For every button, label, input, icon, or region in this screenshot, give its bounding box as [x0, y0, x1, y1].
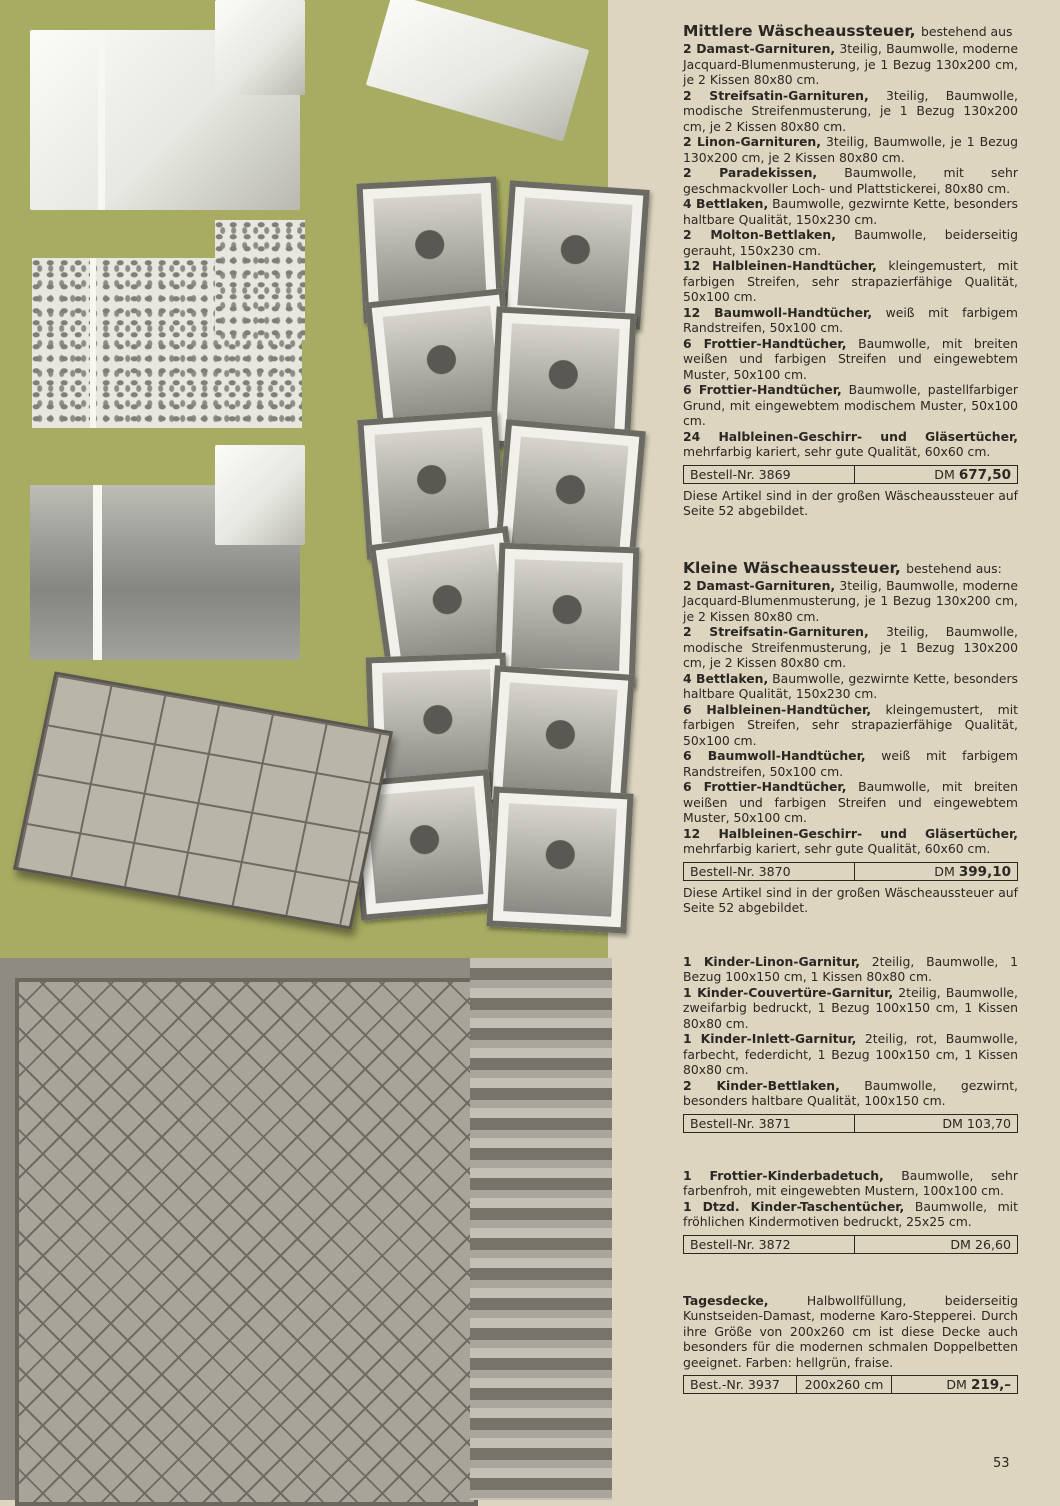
list-item — [683, 196, 1018, 227]
order-number: Bestell-Nr. 3871 — [684, 1115, 855, 1132]
child-towel-photo — [486, 786, 633, 933]
item-list — [683, 41, 1018, 460]
item-description: mehrfarbig kariert, sehr gute Qualität, 60x60 cm. — [683, 841, 991, 856]
item-name: 24 Halbleinen-Geschirr- und Gläsertücher, — [683, 428, 1018, 444]
price: DM 399,10 — [934, 863, 1011, 880]
order-number: Bestell-Nr. 3870 — [684, 863, 855, 880]
item-description: Baumwolle, gezwirnt, besonders haltbare Qualität, 100x150 cm. — [683, 1077, 1018, 1108]
section-title: Kleine Wäscheaussteuer, — [683, 558, 901, 577]
item-description: 2teilig, rot, Baumwolle, farbecht, federdicht, 1 Bezug 100x150 cm, 1 Kissen 80x80 cm. — [683, 1031, 1018, 1077]
item-description: weiß mit farbigem Randstreifen, 50x100 cm. — [683, 304, 1019, 335]
price: DM 219,– — [946, 1377, 1011, 1393]
item-name: 1 Kinder-Linon-Garnitur, — [683, 953, 860, 969]
item-name: 2 Streifsatin-Garnituren, — [683, 624, 869, 639]
list-item — [683, 1168, 1018, 1199]
item-name: 12 Baumwoll-Handtücher, — [683, 304, 873, 320]
item-description: Baumwolle, mit fröhlichen Kindermotiven bedruckt, 25x25 cm. — [683, 1198, 1018, 1229]
page-number: 53 — [993, 1456, 1010, 1471]
list-item — [683, 1078, 1018, 1109]
item-description: 3teilig, Baumwolle, moderne Jacquard-Blumenmusterung, je 1 Bezug 130x200 cm, je 2 Kissen 80x80 cm. — [683, 41, 1019, 87]
order-box — [683, 465, 1018, 484]
section-medium-trousseau — [683, 22, 1018, 519]
fabric-stripe — [98, 30, 105, 210]
item-name: 12 Halbleinen-Geschirr- und Gläsertücher, — [683, 825, 1018, 841]
list-item — [683, 1199, 1018, 1230]
item-name: 6 Frottier-Handtücher, — [683, 779, 847, 794]
list-item — [683, 779, 1018, 826]
section-title: Mittlere Wäscheaussteuer, — [683, 22, 916, 40]
product-photo-panel — [0, 0, 608, 958]
fabric-stripe — [90, 258, 96, 428]
order-box — [683, 1235, 1018, 1254]
fabric-stripe — [93, 485, 102, 660]
list-item — [683, 1031, 1018, 1078]
list-item — [683, 41, 1018, 88]
item-list — [683, 1293, 1018, 1371]
section-title-suffix: bestehend aus: — [906, 560, 1002, 576]
list-item — [683, 336, 1018, 383]
list-item — [683, 954, 1018, 985]
item-description: kleingemustert, mit farbigen Streifen, sehr strapazierfähige Qualität, 50x100 cm. — [683, 258, 1018, 304]
section-small-trousseau — [683, 559, 1018, 916]
price: DM 26,60 — [950, 1236, 1011, 1252]
item-list — [683, 1168, 1018, 1230]
section-kids-towels — [683, 1168, 1018, 1254]
item-name: 2 Molton-Bettlaken, — [683, 227, 836, 242]
item-name: 6 Frottier-Handtücher, — [683, 335, 847, 351]
item-description: Baumwolle, pastellfarbiger Grund, mit eingewebtem modischem Muster, 50x100 cm. — [683, 382, 1018, 428]
pillow-photo — [215, 0, 305, 95]
item-description: Baumwolle, mit breiten weißen und farbigen Streifen und eingewebtem Muster, 50x100 cm. — [683, 335, 1018, 382]
list-item — [683, 748, 1018, 779]
item-name: 4 Bettlaken, — [683, 196, 769, 211]
damask-pillow-photo — [215, 220, 305, 340]
item-description: kleingemustert, mit farbigen Streifen, sehr strapazierfähige Qualität, 50x100 cm. — [683, 701, 1018, 748]
item-name: Tagesdecke, — [683, 1292, 769, 1308]
order-size: 200x260 cm — [797, 1376, 892, 1393]
list-item — [683, 165, 1018, 196]
order-number: Bestell-Nr. 3869 — [684, 466, 855, 483]
note: Diese Artikel sind in der großen Wäscheaussteuer auf Seite 52 abgebildet. — [683, 487, 1018, 518]
note: Diese Artikel sind in der großen Wäscheaussteuer auf Seite 52 abgebildet. — [683, 884, 1018, 915]
item-description: Baumwolle, mit sehr geschmackvoller Loch- und Plattstickerei, 80x80 cm. — [683, 165, 1018, 196]
bedspread-photo — [0, 958, 612, 1500]
item-description: Baumwolle, mit breiten weißen und farbigen Streifen und eingewebtem Muster, 50x100 cm. — [683, 779, 1018, 825]
item-description: 3teilig, Baumwolle, moderne Jacquard-Blumenmusterung, je 1 Bezug 130x200 cm, je 2 Kissen 80x80 cm. — [683, 577, 1019, 624]
list-item — [683, 305, 1018, 336]
item-name: 2 Linon-Garnituren, — [683, 134, 821, 149]
list-item — [683, 578, 1018, 625]
bedspread-ruffle — [470, 958, 612, 1500]
item-name: 1 Kinder-Inlett-Garnitur, — [683, 1031, 857, 1046]
section-kids-bedding — [683, 954, 1018, 1133]
list-item — [683, 227, 1018, 258]
list-item — [683, 134, 1018, 165]
folded-sheet-photo — [366, 0, 589, 141]
item-name: 6 Halbleinen-Handtücher, — [683, 701, 872, 717]
item-description: 2teilig, Baumwolle, 1 Bezug 100x150 cm, 1 Kissen 80x80 cm. — [683, 953, 1018, 984]
baby-blanket-photo — [13, 671, 393, 929]
list-item — [683, 258, 1018, 305]
list-item — [683, 671, 1018, 702]
item-list — [683, 578, 1018, 857]
item-name: 2 Damast-Garnituren, — [683, 577, 836, 593]
item-description: 3teilig, Baumwolle, modische Streifenmusterung, je 1 Bezug 130x200 cm, je 2 Kissen 80x80 cm. — [683, 624, 1018, 670]
item-description: weiß mit farbigem Randstreifen, 50x100 cm. — [683, 748, 1018, 779]
item-description: Baumwolle, gezwirnte Kette, besonders haltbare Qualität, 150x230 cm. — [683, 670, 1018, 701]
item-name: 2 Damast-Garnituren, — [683, 41, 836, 56]
item-name: 12 Halbleinen-Handtücher, — [683, 258, 877, 273]
item-description: Baumwolle, sehr farbenfroh, mit eingewebten Mustern, 100x100 cm. — [683, 1167, 1018, 1198]
item-name: 1 Dtzd. Kinder-Taschentücher, — [683, 1198, 905, 1214]
list-item — [683, 624, 1018, 671]
quilted-pattern — [15, 978, 478, 1506]
order-number: Best.-Nr. 3937 — [684, 1376, 797, 1393]
price: DM 677,50 — [934, 466, 1011, 483]
item-description: 3teilig, Baumwolle, modische Streifenmusterung, je 1 Bezug 130x200 cm, je 2 Kissen 80x80 cm. — [683, 87, 1018, 134]
item-description: Halbwollfüllung, beiderseitig Kunstseiden-Damast, moderne Karo-Stepperei. Durch ihre Größe von 200x260 cm ist diese Decke auch besonders für die modernen schmalen Doppelbetten geeignet. Farben: hellgrün, fraise. — [683, 1292, 1018, 1370]
item-description: 3teilig, Baumwolle, je 1 Bezug 130x200 cm, je 2 Kissen 80x80 cm. — [683, 134, 1018, 165]
list-item — [683, 429, 1018, 460]
order-box — [683, 1114, 1018, 1133]
list-item — [683, 1293, 1018, 1371]
order-number: Bestell-Nr. 3872 — [684, 1236, 855, 1253]
list-item — [683, 702, 1018, 749]
list-item — [683, 382, 1018, 429]
item-description: mehrfarbig kariert, sehr gute Qualität, 60x60 cm. — [683, 444, 991, 459]
item-name: 1 Kinder-Couvertüre-Garnitur, — [683, 984, 894, 1000]
section-bedspread — [683, 1293, 1018, 1395]
item-name: 4 Bettlaken, — [683, 670, 769, 686]
satin-pillow-photo — [215, 445, 305, 545]
item-description: Baumwolle, beiderseitig gerauht, 150x230 cm. — [683, 227, 1018, 258]
child-towel-photo — [495, 543, 640, 688]
order-box — [683, 1375, 1018, 1394]
catalog-text-column — [683, 22, 1018, 1398]
item-description: 2teilig, Baumwolle, zweifarbig bedruckt, 1 Bezug 100x150 cm, 1 Kissen 80x80 cm. — [683, 984, 1018, 1031]
item-name: 2 Streifsatin-Garnituren, — [683, 87, 869, 103]
price: DM 103,70 — [942, 1115, 1011, 1131]
item-name: 6 Baumwoll-Handtücher, — [683, 748, 866, 763]
item-name: 6 Frottier-Handtücher, — [683, 382, 842, 397]
section-title-suffix: bestehend aus — [920, 24, 1013, 39]
item-name: 1 Frottier-Kinderbadetuch, — [683, 1167, 884, 1183]
item-name: 2 Kinder-Bettlaken, — [683, 1077, 840, 1093]
item-description: Baumwolle, gezwirnte Kette, besonders haltbare Qualität, 150x230 cm. — [683, 196, 1018, 227]
item-name: 2 Paradekissen, — [683, 165, 818, 180]
list-item — [683, 88, 1018, 135]
item-list — [683, 954, 1018, 1109]
list-item — [683, 985, 1018, 1032]
order-box — [683, 862, 1018, 881]
list-item — [683, 826, 1018, 857]
